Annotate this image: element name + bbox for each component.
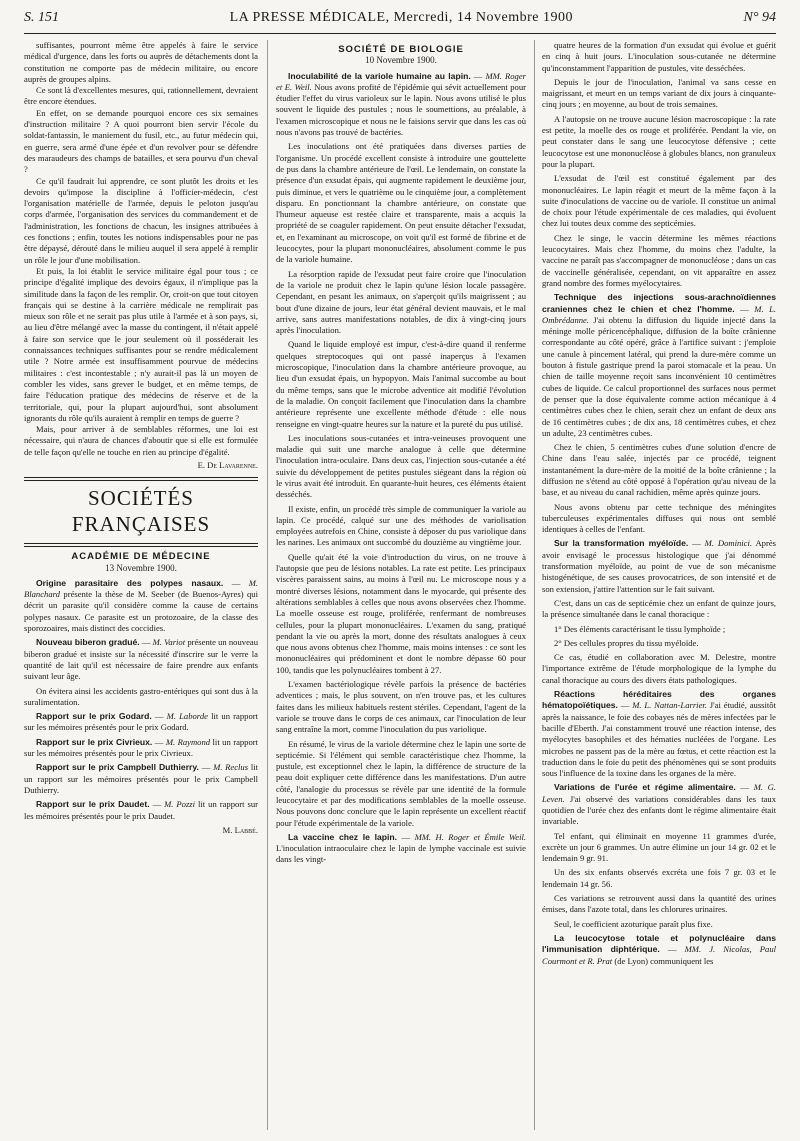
academy-items <box>24 578 258 822</box>
paragraph <box>542 442 776 498</box>
item-author: M. L. Ombrédanne. <box>542 303 776 325</box>
item-title: Réactions héréditaires des organes hématopoïétiques. <box>542 689 776 711</box>
item-text: Ces variations se retrouvent aussi dans la quantité des urines émises, dans l'azote total, dans les chlorures urinaires. <box>542 893 776 915</box>
item-text: Après avoir envisagé le processus histologique que j'ai dénommé transformation myéloïde, au point de vue de son mécanisme histogénétique, de ses causes provocatrices, de son intensité et de son extension, j'attire l'attention sur le fait suivant. <box>542 538 776 594</box>
item-text: Chez le singe, le vaccin détermine les mêmes réactions leucocytaires. Mais chez l'homme, du moins chez l'adulte, la vaccine ne paraît pas s'accompagner de mononucléose ; dans un cas de vaccinelle généralisée, cependant, on vit apparaître en assez grand nombre des formes myélocytaires. <box>542 232 776 288</box>
paragraph <box>542 652 776 686</box>
paragraph: Ce qu'il faudrait lui apprendre, ce sont plutôt les droits et les devoirs qu'impose la discipline à l'officier-médecin, c'est l'organisation matérielle de l'armée, depuis le peloton jusqu'au corps d'armée, l'organisation des services du commandement et de l'administration, les fonctions de chacun, les insignes attribuées à ces fonctions ; enfin, toutes les notions indispensables pour ne pas être dépaysé, dérouté dans le milieu auquel il sera appelé à remplir un rôle le jour d'une mobilisation. <box>24 175 258 265</box>
item-text: (de Lyon) communiquent les <box>614 955 714 966</box>
item-text: Nous avons obtenu par cette technique des méningites tuberculeuses expérimentales diffuses qui nous ont semblé identiques à celles de l'enfant. <box>542 501 776 535</box>
paragraph <box>276 141 526 265</box>
paragraph: suffisantes, pourront même être appelés à faire le service médical d'urgence, dans les forts ou auprès de détachements dont la constitution ne comporte pas de médecin militaire, ou encore auprès de groupes alpins. <box>24 40 258 84</box>
item-title: Sur la transformation myéloïde. <box>554 538 689 549</box>
item-text: L'examen bactériologique révèle parfois la présence de bactéries adventices ; mais, le plus souvent, on n'en trouve pas, et les cultures faites dans les milieux habituels restent stériles. Cependant, l'agent de la variole se trouve dans le corps de ces animaux, car l'inoculation de leur sang entraîne la mort, comme l'inoculation du pus variolique. <box>276 679 526 735</box>
item-text: Les inoculations sous-cutanées et intra-veineuses provoquent une maladie qui suit une marche analogue à celle que détermine l'inoculation intra-oculaire. Dans deux cas, l'injection sous-cutanée a été suivie du développement de petites pustules siégeant dans la région où le virus avait été introduit. En quarante-huit heures, ces éléments étaient desséchés. <box>276 432 526 500</box>
item-text: Tel enfant, qui éliminait en moyenne 11 grammes d'urée, excrète un jour 6 grammes. Un autre élimine un jour 14 gr. 02 et le lendemain 9 gr. 91. <box>542 830 776 864</box>
column-3 <box>542 40 776 1135</box>
item-title: Rapport sur le prix Daudet. <box>36 799 150 810</box>
section-title: SOCIÉTÉS FRANÇAISES <box>71 486 211 537</box>
paragraph <box>542 831 776 865</box>
item-title: Rapport sur le prix Campbell Duthierry. <box>36 762 199 773</box>
paragraph: Mais, pour arriver à de semblables réformes, une loi est nécessaire, qui n'aura de chances d'aboutir que si elle est formulée de telle façon qu'elle ne touche en rien au principe d'égalité. <box>24 424 258 457</box>
session-date: 13 Novembre 1900. <box>105 562 177 573</box>
paragraph <box>542 598 776 621</box>
item-text: On évitera ainsi les accidents gastro-entériques qui sont dus à la suralimentation. <box>24 685 258 707</box>
society-heading: SOCIÉTÉ DE BIOLOGIE <box>338 44 464 55</box>
report-item: Sur la transformation myéloïde. — M. Dominici. Après avoir envisagé le processus histologique que j'ai dénommé transformation myéloïde, au point de vue de son mécanisme histogénétique, de ses causes provocatrices, de son intensité et de son extension, j'attire l'attention sur le fait suivant. <box>542 538 776 594</box>
report-item: Inoculabilité de la variole humaine au lapin. — MM. Roger et E. Weil. Nous avons profité de l'épidémie qui sévit actuellement pour étudier l'effet du virus varioleux sur le lapin. Nous avons utilisé le plus souvent le liquide des pustules ; nous le soumettions, au préalable, à l'examen microscopique et nous ne le faisions servir que dans les cas où nous n'avons pas trouvé de bactéries. <box>276 70 526 138</box>
header-rule <box>24 33 776 34</box>
paragraph: Et puis, la loi établit le service militaire égal pour tous ; ce principe d'égalité implique des devoirs égaux, il n'implique pas la similitude dans la façon de les remplir. Or, croit-on que tout citoyen français qui se destine à la carrière médicale ne remplirait pas mieux son rôle et ne serait pas plus utile à l'armée et à son pays, si, au lieu d'être mélangé avec la masse du contingent, il n'était appelé à faire son service que le jour seulement où il posséderait les connaissances techniques suffisantes pour se rendre médicalement utile ? Notre armée est insuffisamment pourvue de médecins militaires : c'est incontestable ; n'y aurait-il pas là un moyen de combler les vides, sans grever le budget, et en même temps, de faire l'éducation pratique des médecins de réserve et de la territoriale, qui, pour la plupart aujourd'hui, sont absolument ignorants du rôle qu'ils auraient à remplir en temps de guerre ? <box>24 265 258 423</box>
item-text: Ce cas, étudié en collaboration avec M. Delestre, montre l'importance extrême de l'étude morphologique de la lymphe du canal thoracique au cours des divers états pathologiques. <box>542 652 776 685</box>
secretary-signature: M. Labbé. <box>222 824 258 835</box>
item-text: Un des six enfants observés excréta une fois 7 gr. 03 et le lendemain 14 gr. 56. <box>542 867 776 889</box>
item-text: J'ai étudié, aussitôt après la naissance, le foie des cobayes nés de mères infectées par le bacille d'Eberth. J'ai constamment trouvé une réaction intense, des myélocytes basophiles et des hématies nucléées de l'organe. Les microbes ne passent pas de la mère au fœtus, et cette réaction est la traduction dans le foie du petit des phénomènes qui se sont produits sous l'influence de la toxine dans les organes de la mère. <box>542 700 776 779</box>
biology-items <box>276 71 526 866</box>
paragraph <box>276 552 526 676</box>
item-title: Rapport sur le prix Civrieux. <box>36 736 153 747</box>
paragraph <box>24 686 258 709</box>
paragraph <box>542 502 776 536</box>
item-author: M. G. Leven. <box>542 782 776 804</box>
page-number: S. 151 <box>24 10 59 25</box>
item-author: M. Raymond <box>165 736 211 747</box>
item-title: Technique des injections sous-arachnoïdiennes craniennes chez le chien et chez l'homme. <box>542 292 776 314</box>
item-text: lit un rapport sur les mémoires présentés pour le prix Daudet. <box>24 799 258 821</box>
item-text: Quelle qu'ait été la voie d'introduction du virus, on ne trouve à l'autopsie que peu de lésions notables. La rate est petite. Les principaux viscères paraissent sains, au moins à l'œil nu. Le microscope nous y a montré diverses lésions, notamment dans le myocarde, qui présente des altérations semblables à celles que nous avons observées chez l'homme. La moelle osseuse est rouge, proliférée, renfermant de nombreuses cellules, pour la plupart mononucléaires. L'examen du sang, pratiqué pendant la vie ou après la mort, donne des résultats analogues à ceux que nous avons obtenus chez l'homme, mais moins intenses : ce sont les mononucléaires qui prédominent et dont le nombre dépasse 60 pour 100, tandis que les polynucléaires tombent à 27. <box>276 551 526 675</box>
paragraph <box>276 269 526 337</box>
issue-number: N° 94 <box>743 10 776 25</box>
item-text: 1° Des éléments caractérisant le tissu lymphoïde ; <box>554 623 726 634</box>
paragraph <box>276 504 526 549</box>
column-1 <box>24 40 258 1135</box>
item-author: M. Reclus <box>213 762 249 773</box>
item-text: La résorption rapide de l'exsudat peut faire croire que l'inoculation de la variole ne produit chez le lapin qu'une lésion locale passagère. Cependant, en pesant les animaux, on s'aperçoit qu'ils maigrissent ; au bout d'une dizaine de jours, leur état général devient mauvais, et le mal arrive, sans autres manifestations notables, de dix à vingt-cinq jours après l'inoculation. <box>276 268 526 336</box>
item-author: MM. Roger et E. Weil. <box>276 70 526 92</box>
editorial-article <box>24 40 258 458</box>
report-item: Rapport sur le prix Daudet. — M. Pozzi lit un rapport sur les mémoires présentés pour le prix Daudet. <box>24 799 258 821</box>
report-item: Réactions héréditaires des organes hématopoïétiques. — M. L. Nattan-Larrier. J'ai étudié, aussitôt après la naissance, le foie des cobayes nés de mères infectées par le bacille d'Eberth. J'ai constamment trouvé une réaction intense, des myélocytes basophiles et des hématies nucléées de l'organe. Les microbes ne passent pas de la mère au fœtus, et cette réaction est la traduction dans le foie du petit des phénomènes qui se sont produits sous l'influence de la toxine dans les organes de la mère. <box>542 689 776 779</box>
double-rule <box>24 543 258 547</box>
paragraph <box>542 867 776 890</box>
double-rule <box>24 477 258 481</box>
page-header <box>24 10 776 34</box>
item-text: présente un nouveau biberon gradué et insiste sur la nécessité d'inscrire sur le verre la quantité de lait qu'il est nécessaire de faire prendre aux enfants suivant leur âge. <box>24 637 258 682</box>
paragraph <box>276 739 526 829</box>
report-item: Rapport sur le prix Godard. — M. Laborde lit un rapport sur les mémoires présentés pour le prix Godard. <box>24 711 258 733</box>
item-text: Nous avons profité de l'épidémie qui sévit actuellement pour étudier l'effet du virus varioleux sur le lapin. Nous avons utilisé le plus souvent le liquide des pustules ; nous le soumettions, au préalable, à l'examen microscopique et nous ne le faisions servir que dans les cas où nous n'avons pas trouvé de bactéries. <box>276 81 526 138</box>
item-text: J'ai obtenu la diffusion du liquide injecté dans la méninge molle péricencéphalique, diffusion de la boîte crânienne correspondante au côté opéré, grâce à l'artifice suivant : j'emploie une canule à pincement latéral, qui prend la dure-mère comme un bouton à fistule gastrique prend la paroi stomacale et la peau. Un chien de taille moyenne reçoit sans inconvénient 10 centimètres cubes de liquide. Ce calcul proportionnel des surfaces nous permet de penser que la dose équivalente comme action mécanique à 4 centimètres cubes chez le chien, serait chez un enfant de deux ans de 16 centimètres cubes ; de dix ans, 18 centimètres cubes, et chez un adulte, 23 centimètres cubes. <box>542 314 776 438</box>
item-text: Quand le liquide employé est impur, c'est-à-dire quand il renferme quelques streptocoques qui ont passé inaperçus à l'examen microscopique, l'inoculation dans la chambre antérieure provoque, au lieu d'un exsudat épais, un hypopyon. Mais l'animal succombe au bout du même temps, sans que le microbe adventice ait modifié l'évolution de la maladie. On conçoit facilement que l'inoculation dans la chambre antérieure représente une excellente méthode d'étude : elle nous renseigne en vingt-quatre heures sur la nature et la pureté du pus utilisé. <box>276 339 526 429</box>
item-title: Variations de l'urée et régime alimentaire. <box>554 782 736 793</box>
report-item: Origine parasitaire des polypes nasaux. — M. Blanchard présente la thèse de M. Seeber (de Buenos-Ayres) qui décrit un parasite qu'il considère comme la cause de certains polypes nasaux. Ce parasite est un protozoaire, de la classe des sporozoaires, mais distinct des coccidies. <box>24 577 258 634</box>
item-title: La leucocytose totale et polynucléaire dans l'immunisation diphtérique. <box>542 932 776 955</box>
item-text: Depuis le jour de l'inoculation, l'animal va sans cesse en maigrissant, et meurt en un temps variant de dix jours à cinquante-cinq jours ; en moyenne, au bout de trois semaines. <box>542 76 776 110</box>
item-text: Seul, le coefficient azoturique paraît plus fixe. <box>554 918 713 929</box>
paragraph <box>542 919 776 930</box>
item-text: quatre heures de la formation d'un exsudat qui évolue et guérit en cinq à huit jours. L'inoculation sous-cutanée ne détermine qu'inconstamment l'apparition de pustules, vite desséchées. <box>542 40 776 73</box>
item-text: J'ai observé des variations considérables dans les taux quotidien de l'urée chez des enfants dont le régime alimentaire était invariable. <box>542 793 776 827</box>
item-text: L'exsudat de l'œil est constitué également par des mononucléaires. Le lapin réagit et meurt de la même façon à la suite d'inoculations de vaccine ou de variole. Il constitue un animal de choix pour l'étude expérimentale de ces maladies, qui évoluent chez lui toutes deux comme des septicémies. <box>542 173 776 229</box>
paragraph <box>542 638 776 649</box>
column-2 <box>276 40 526 1135</box>
item-text: C'est, dans un cas de septicémie chez un enfant de quinze jours, la présence simultanée dans le canal thoracique : <box>542 597 776 620</box>
item-title: Origine parasitaire des polypes nasaux. <box>36 577 224 588</box>
paragraph <box>542 173 776 229</box>
item-title: Inoculabilité de la variole humaine au lapin. <box>288 70 471 81</box>
paragraph <box>276 339 526 429</box>
report-item: La vaccine chez le lapin. — MM. H. Roger et Émile Weil. L'inoculation intraoculaire chez le lapin de lymphe vaccinale est suivie dans les vingt- <box>276 831 526 865</box>
report-item: Rapport sur le prix Civrieux. — M. Raymond lit un rapport sur les mémoires présentés pour le prix Civrieux. <box>24 736 258 759</box>
item-author: M. Dominici. <box>704 538 753 549</box>
biology-items-continued <box>542 40 776 967</box>
item-text: Chez le chien, 5 centimètres cubes d'une solution d'encre de Chine dans l'eau salée, injectés par ce procédé, teignent instantanément la dure-mère de la moitié de la boîte crânienne ; la diffusion ne s'étend au côté opposé à l'opération qu'au niveau de la base, et au niveau du canal rachidien, même après quinze jours. <box>542 442 776 498</box>
item-author: M. Variot <box>152 637 186 648</box>
item-author: MM. H. Roger et Émile Weil. <box>414 831 526 842</box>
item-text: Il existe, enfin, un procédé très simple de communiquer la variole au lapin. Ce procédé, calqué sur une des méthodes de variolisation employées autrefois en Chine, consiste à déposer du pus variolique dans les narines. Les animaux ont succombé du douzième au vingtième jour. <box>276 503 526 548</box>
item-author: M. Laborde <box>166 711 208 722</box>
paragraph <box>542 114 776 170</box>
paragraph <box>542 893 776 916</box>
item-text: lit un rapport sur les mémoires présentés pour le prix Civrieux. <box>24 736 258 759</box>
signature: E. De Lavarenne. <box>197 459 258 470</box>
item-title: Rapport sur le prix Godard. <box>36 711 152 722</box>
paragraph <box>542 77 776 111</box>
item-text: L'inoculation intraoculaire chez le lapin de lymphe vaccinale est suivie dans les vingt- <box>276 843 526 865</box>
item-text: présente la thèse de M. Seeber (de Buenos-Ayres) qui décrit un parasite qu'il considère comme la cause de certains polypes nasaux. Ce parasite est un protozoaire, de la classe des sporozoaires, mais distinct des coccidies. <box>24 589 258 634</box>
paragraph <box>276 433 526 501</box>
session-date: 10 Novembre 1900. <box>365 55 437 66</box>
item-text: En résumé, le virus de la variole détermine chez le lapin une sorte de septicémie. Si l'élément qui semble caractéristique chez l'homme, la pustule, est exceptionnel chez le lapin, la différence de structure de la peau doit expliquer cette différence dans les manifestations. D'un autre côté, l'analogie du processus se révèle par une identité de la formule leucocytaire et par des modifications semblables de la moelle osseuse. Nous pouvons donc conclure que le lapin représente un excellent réactif pour l'étude expérimentale de la variole. <box>276 738 526 828</box>
item-text: Les inoculations ont été pratiquées dans diverses parties de l'organisme. Un procédé excellent consiste à introduire une gouttelette de pus dans la chambre antérieure de l'œil. Le lendemain, on constate la présence d'un exsudat épais, qui augmente rapidement le deuxième jour, puis diminue, et vers le quatrième ou le cinquième jour, a complètement disparu. En ponctionnant la chambre antérieure, on constate que l'humeur aqueuse est restée claire et transparente, mais a acquis la propriété de se coaguler rapidement. On peut ensuite détacher l'exsudat, et, en l'examinant au microscope, on voit qu'il est formé de fibrine et de leucocytes, pour la plupart mononucléaires, absolument comme le pus de la variole humaine. <box>276 141 526 265</box>
item-text: A l'autopsie on ne trouve aucune lésion macroscopique : la rate est petite, la moelle des os rouge et proliférée. Pendant la vie, on peut constater dans le sang une leucocytose défensive ; cette leucocytose est une mononucléose à globules blancs, non granuleux pour la plupart. <box>542 113 776 169</box>
report-item: Variations de l'urée et régime alimentaire. — M. G. Leven. J'ai observé des variations considérables dans les taux quotidien de l'urée chez des enfants dont le régime alimentaire était invariable. <box>542 782 776 827</box>
society-heading: ACADÉMIE DE MÉDECINE <box>71 551 211 563</box>
item-author: M. Blanchard <box>24 577 258 600</box>
column-separator <box>534 40 535 1130</box>
item-text: lit un rapport sur les mémoires présentés pour le prix Campbell Duthierry. <box>24 762 258 795</box>
item-text: 2° Des cellules propres du tissu myéloïde. <box>554 637 699 648</box>
paragraph <box>542 624 776 635</box>
report-item: Nouveau biberon gradué. — M. Variot présente un nouveau biberon gradué et insiste sur la nécessité d'inscrire sur le verre la quantité de lait qu'il est nécessaire de faire prendre aux enfants suivant leur âge. <box>24 637 258 682</box>
paragraph: Ce sont là d'excellentes mesures, qui, rationnellement, devraient être encore étendues. <box>24 85 258 107</box>
item-author: M. Pozzi <box>164 799 196 810</box>
item-author: MM. J. Nicolas, Paul Courmont et R. Prat <box>542 944 776 966</box>
report-item: Technique des injections sous-arachnoïdiennes craniennes chez le chien et chez l'homme. — M. L. Ombrédanne. J'ai obtenu la diffusion du liquide injecté dans la méninge molle péricencéphalique, diffusion de la boîte crânienne correspondante au côté opéré, grâce à l'artifice suivant : j'emploie une canule à pincement latéral, qui prend la dure-mère comme un bouton à fistule gastrique prend la paroi stomacale et la peau. Un chien de taille moyenne reçoit sans inconvénient 10 centimètres cubes de liquide. Ce calcul proportionnel des surfaces nous permet de penser que la dose équivalente comme action mécanique à 4 centimètres cubes chez le chien, serait chez un enfant de deux ans de 16 centimètres cubes ; de dix ans, 18 centimètres cubes, et chez un adulte, 23 centimètres cubes. <box>542 292 776 438</box>
item-title: La vaccine chez le lapin. <box>288 831 398 842</box>
paragraph <box>542 233 776 289</box>
item-title: Nouveau biberon gradué. <box>36 637 140 648</box>
item-author: M. L. Nattan-Larrier. <box>632 700 707 711</box>
journal-title: LA PRESSE MÉDICALE, Mercredi, 14 Novembre 1900 <box>229 10 573 25</box>
item-text: lit un rapport sur les mémoires présentés pour le prix Godard. <box>24 711 258 733</box>
column-separator <box>267 40 268 1130</box>
paragraph: En effet, on se demande pourquoi encore ces six semaines d'instruction militaire ? A quoi pourront bien servir l'école du soldat-fantassin, le maniement du fusil, etc., au futur médecin qui, en guerre, sera armé d'une épée et d'un revolver pour se défendre des maraudeurs des champs de batailles, et sera pourvu d'un cheval ? <box>24 107 258 175</box>
paragraph <box>542 40 776 74</box>
report-item: Rapport sur le prix Campbell Duthierry. — M. Reclus lit un rapport sur les mémoires présentés pour le prix Campbell Duthierry. <box>24 762 258 795</box>
paragraph <box>276 679 526 735</box>
report-item: La leucocytose totale et polynucléaire dans l'immunisation diphtérique. — MM. J. Nicolas, Paul Courmont et R. Prat (de Lyon) communiquent les <box>542 932 776 966</box>
